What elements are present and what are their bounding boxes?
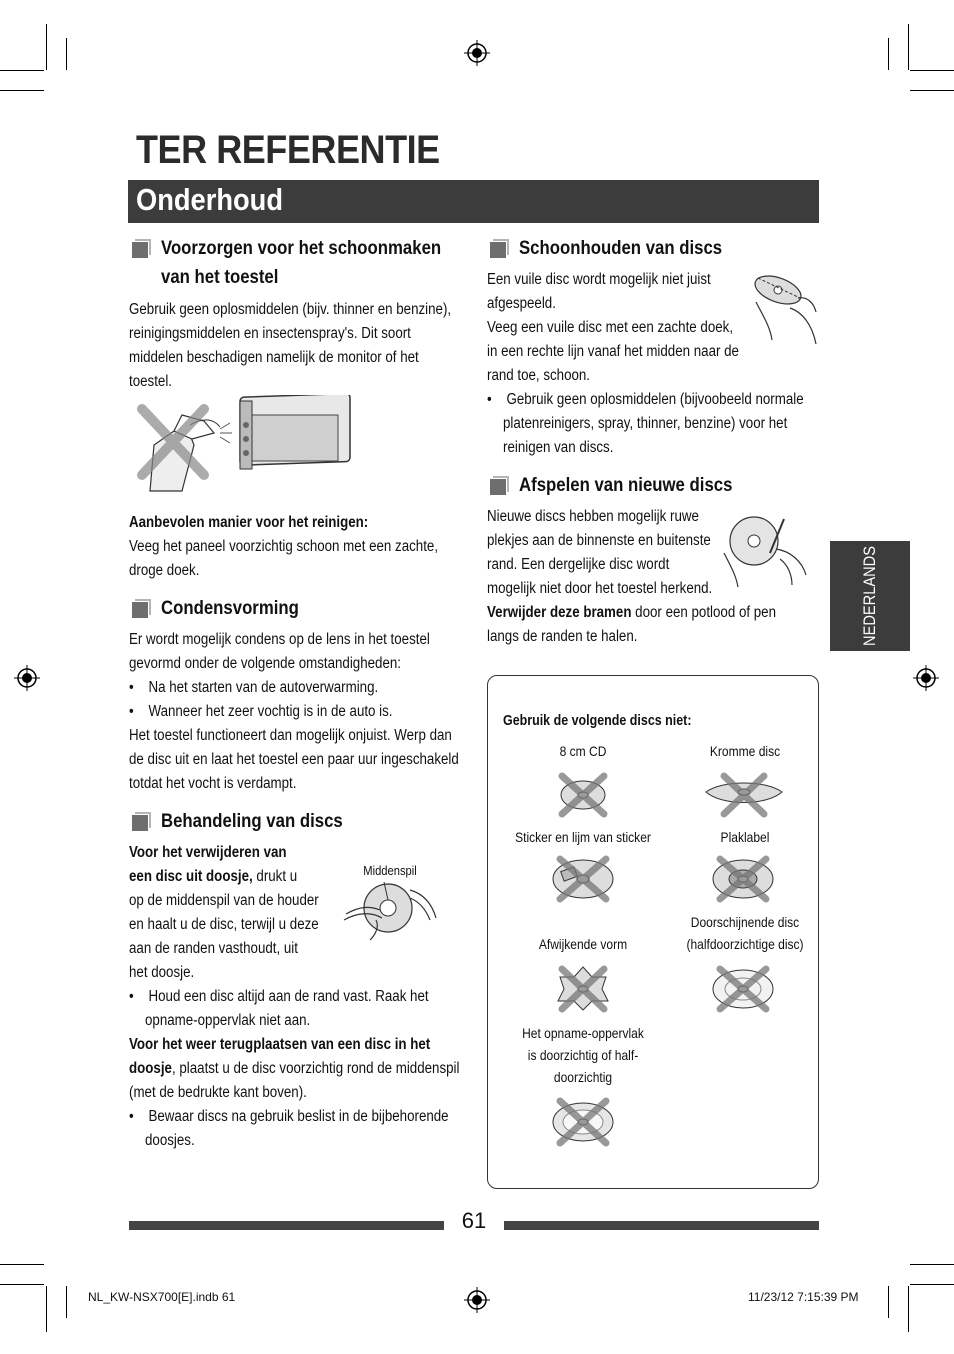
section-heading: Condensvorming [161,597,299,619]
paragraph-line: aan de randen vasthoudt, uit [129,940,298,957]
bullet-item: • Wanneer het zeer vochtig is in de auto is. [129,703,393,720]
print-timestamp: 11/23/12 7:15:39 PM [748,1290,859,1304]
disc-label: is doorzichtig of half- [527,1047,639,1063]
figure-label: Middenspil [363,863,417,878]
paragraph-line: mogelijk niet door het toestel herkend. [487,580,713,597]
section-bullet-icon [132,815,148,831]
footer-rule-right [504,1221,819,1230]
paragraph-line: langs de randen te halen. [487,628,638,645]
paragraph-line: in een rechte lijn vanaf het midden naar de [487,343,739,360]
bullet-item: • Bewaar discs na gebruik beslist in de bijbehorende [129,1108,449,1125]
bullet-item: • Na het starten van de autoverwarming. [129,679,379,696]
section-bullet-icon [132,602,148,618]
bullet-continuation: platenreinigers, spray, thinner, benzine) voor het [503,415,788,432]
paragraph-line: Veeg een vuile disc met een zachte doek, [487,319,734,336]
paragraph-line: op de middenspil van de houder [129,892,319,909]
warped-disc-crossed-icon [702,772,786,818]
paragraph-line: Het toestel functioneert dan mogelijk onjuist. Werp dan [129,727,452,744]
box-title: Gebruik de volgende discs niet: [503,713,692,729]
paragraph-line: de disc uit en laat het toestel een paar uur ingeschakeld [129,751,459,768]
paragraph-line: droge doek. [129,562,200,579]
disc-8cm-crossed-icon [556,772,610,818]
disc-label: Plaklabel [720,829,770,845]
paragraph-line: reinigingsmiddelen en insectenspray's. Dit soort [129,325,411,342]
registration-mark-icon [14,665,40,691]
odd-shape-disc-crossed-icon [554,963,612,1013]
section-heading: Voorzorgen voor het schoonmaken [161,237,442,259]
bold-line: Aanbevolen manier voor het reinigen: [129,514,369,531]
paragraph-line: (met de bedrukte kant boven). [129,1084,307,1101]
paragraph-line: Er wordt mogelijk condens op de lens in het toestel [129,631,430,648]
label-disc-crossed-icon [710,855,776,903]
see-through-disc-crossed-icon [550,1097,616,1147]
section-bullet-icon [132,242,148,258]
paragraph-line: het doosje. [129,964,195,981]
section-heading: Behandeling van discs [161,810,343,832]
sticker-disc-crossed-icon [550,855,616,903]
disc-wiping-illustration [750,268,820,352]
registration-mark-icon [464,1287,490,1313]
disc-label: Doorschijnende disc [690,914,800,930]
paragraph-line: toestel. [129,373,172,390]
paragraph-line: totdat het vocht is verdampt. [129,775,297,792]
new-disc-pencil-illustration [720,513,810,589]
page-number: 61 [461,1208,487,1233]
language-tab [830,541,910,651]
paragraph-line: afgespeeld. [487,295,556,312]
disc-label: (halfdoorzichtige disc) [686,936,804,952]
bullet-continuation: doosjes. [145,1132,195,1149]
bold-line: Voor het weer terugplaatsen van een disc in het [129,1036,431,1053]
section-heading: van het toestel [161,266,279,288]
section-title: Onderhoud [136,182,284,217]
bold-line: Voor het verwijderen van [129,844,287,861]
disc-label: Sticker en lijm van sticker [515,829,651,845]
section-title-bar [128,180,819,223]
paragraph-line: Verwijder deze bramen door een potlood of pen [487,604,777,621]
disc-label: 8 cm CD [559,743,607,759]
section-heading: Schoonhouden van discs [519,237,723,259]
paragraph-line: Nieuwe discs hebben mogelijk ruwe [487,508,699,525]
disc-label: doorzichtig [553,1069,613,1085]
language-tab-label: NEDERLANDS [860,546,879,646]
disc-label: Afwijkende vorm [538,936,628,952]
paragraph-line: Een vuile disc wordt mogelijk niet juist [487,271,711,288]
registration-mark-icon [913,665,939,691]
spray-on-device-illustration [134,395,354,495]
bullet-item: • Houd een disc altijd aan de rand vast. Raak het [129,988,429,1005]
transparent-disc-crossed-icon [710,963,776,1013]
paragraph-line: gevormd onder de volgende omstandigheden: [129,655,401,672]
paragraph-line: een disc uit doosje, drukt u [129,868,298,885]
paragraph-line: Gebruik geen oplosmiddelen (bijv. thinner en benzine), [129,301,452,318]
paragraph-line: rand. Een dergelijke disc wordt [487,556,670,573]
section-bullet-icon [490,479,506,495]
paragraph-line: middelen beschadigen namelijk de monitor of het [129,349,419,366]
page-title: TER REFERENTIE [136,128,440,172]
bullet-item: • Gebruik geen oplosmiddelen (bijvoobeeld normale [487,391,804,408]
paragraph-line: doosje, plaatst u de disc voorzichtig rond de middenspil [129,1060,460,1077]
footer-rule-left [129,1221,444,1230]
paragraph-line: rand toe, schoon. [487,367,591,384]
bullet-continuation: reinigen van discs. [503,439,614,456]
paragraph-line: en haalt u de disc, terwijl u deze [129,916,319,933]
disc-label: Kromme disc [709,743,781,759]
disc-case-hands-illustration [340,880,440,942]
paragraph-line: Veeg het paneel voorzichtig schoon met een zachte, [129,538,439,555]
file-info: NL_KW-NSX700[E].indb 61 [88,1290,236,1304]
registration-mark-icon [464,40,490,66]
section-heading: Afspelen van nieuwe discs [519,474,733,496]
section-bullet-icon [490,242,506,258]
paragraph-line: plekjes aan de binnenste en buitenste [487,532,711,549]
disc-label: Het opname-oppervlak [522,1025,644,1041]
bullet-continuation: opname-oppervlak niet aan. [145,1012,311,1029]
